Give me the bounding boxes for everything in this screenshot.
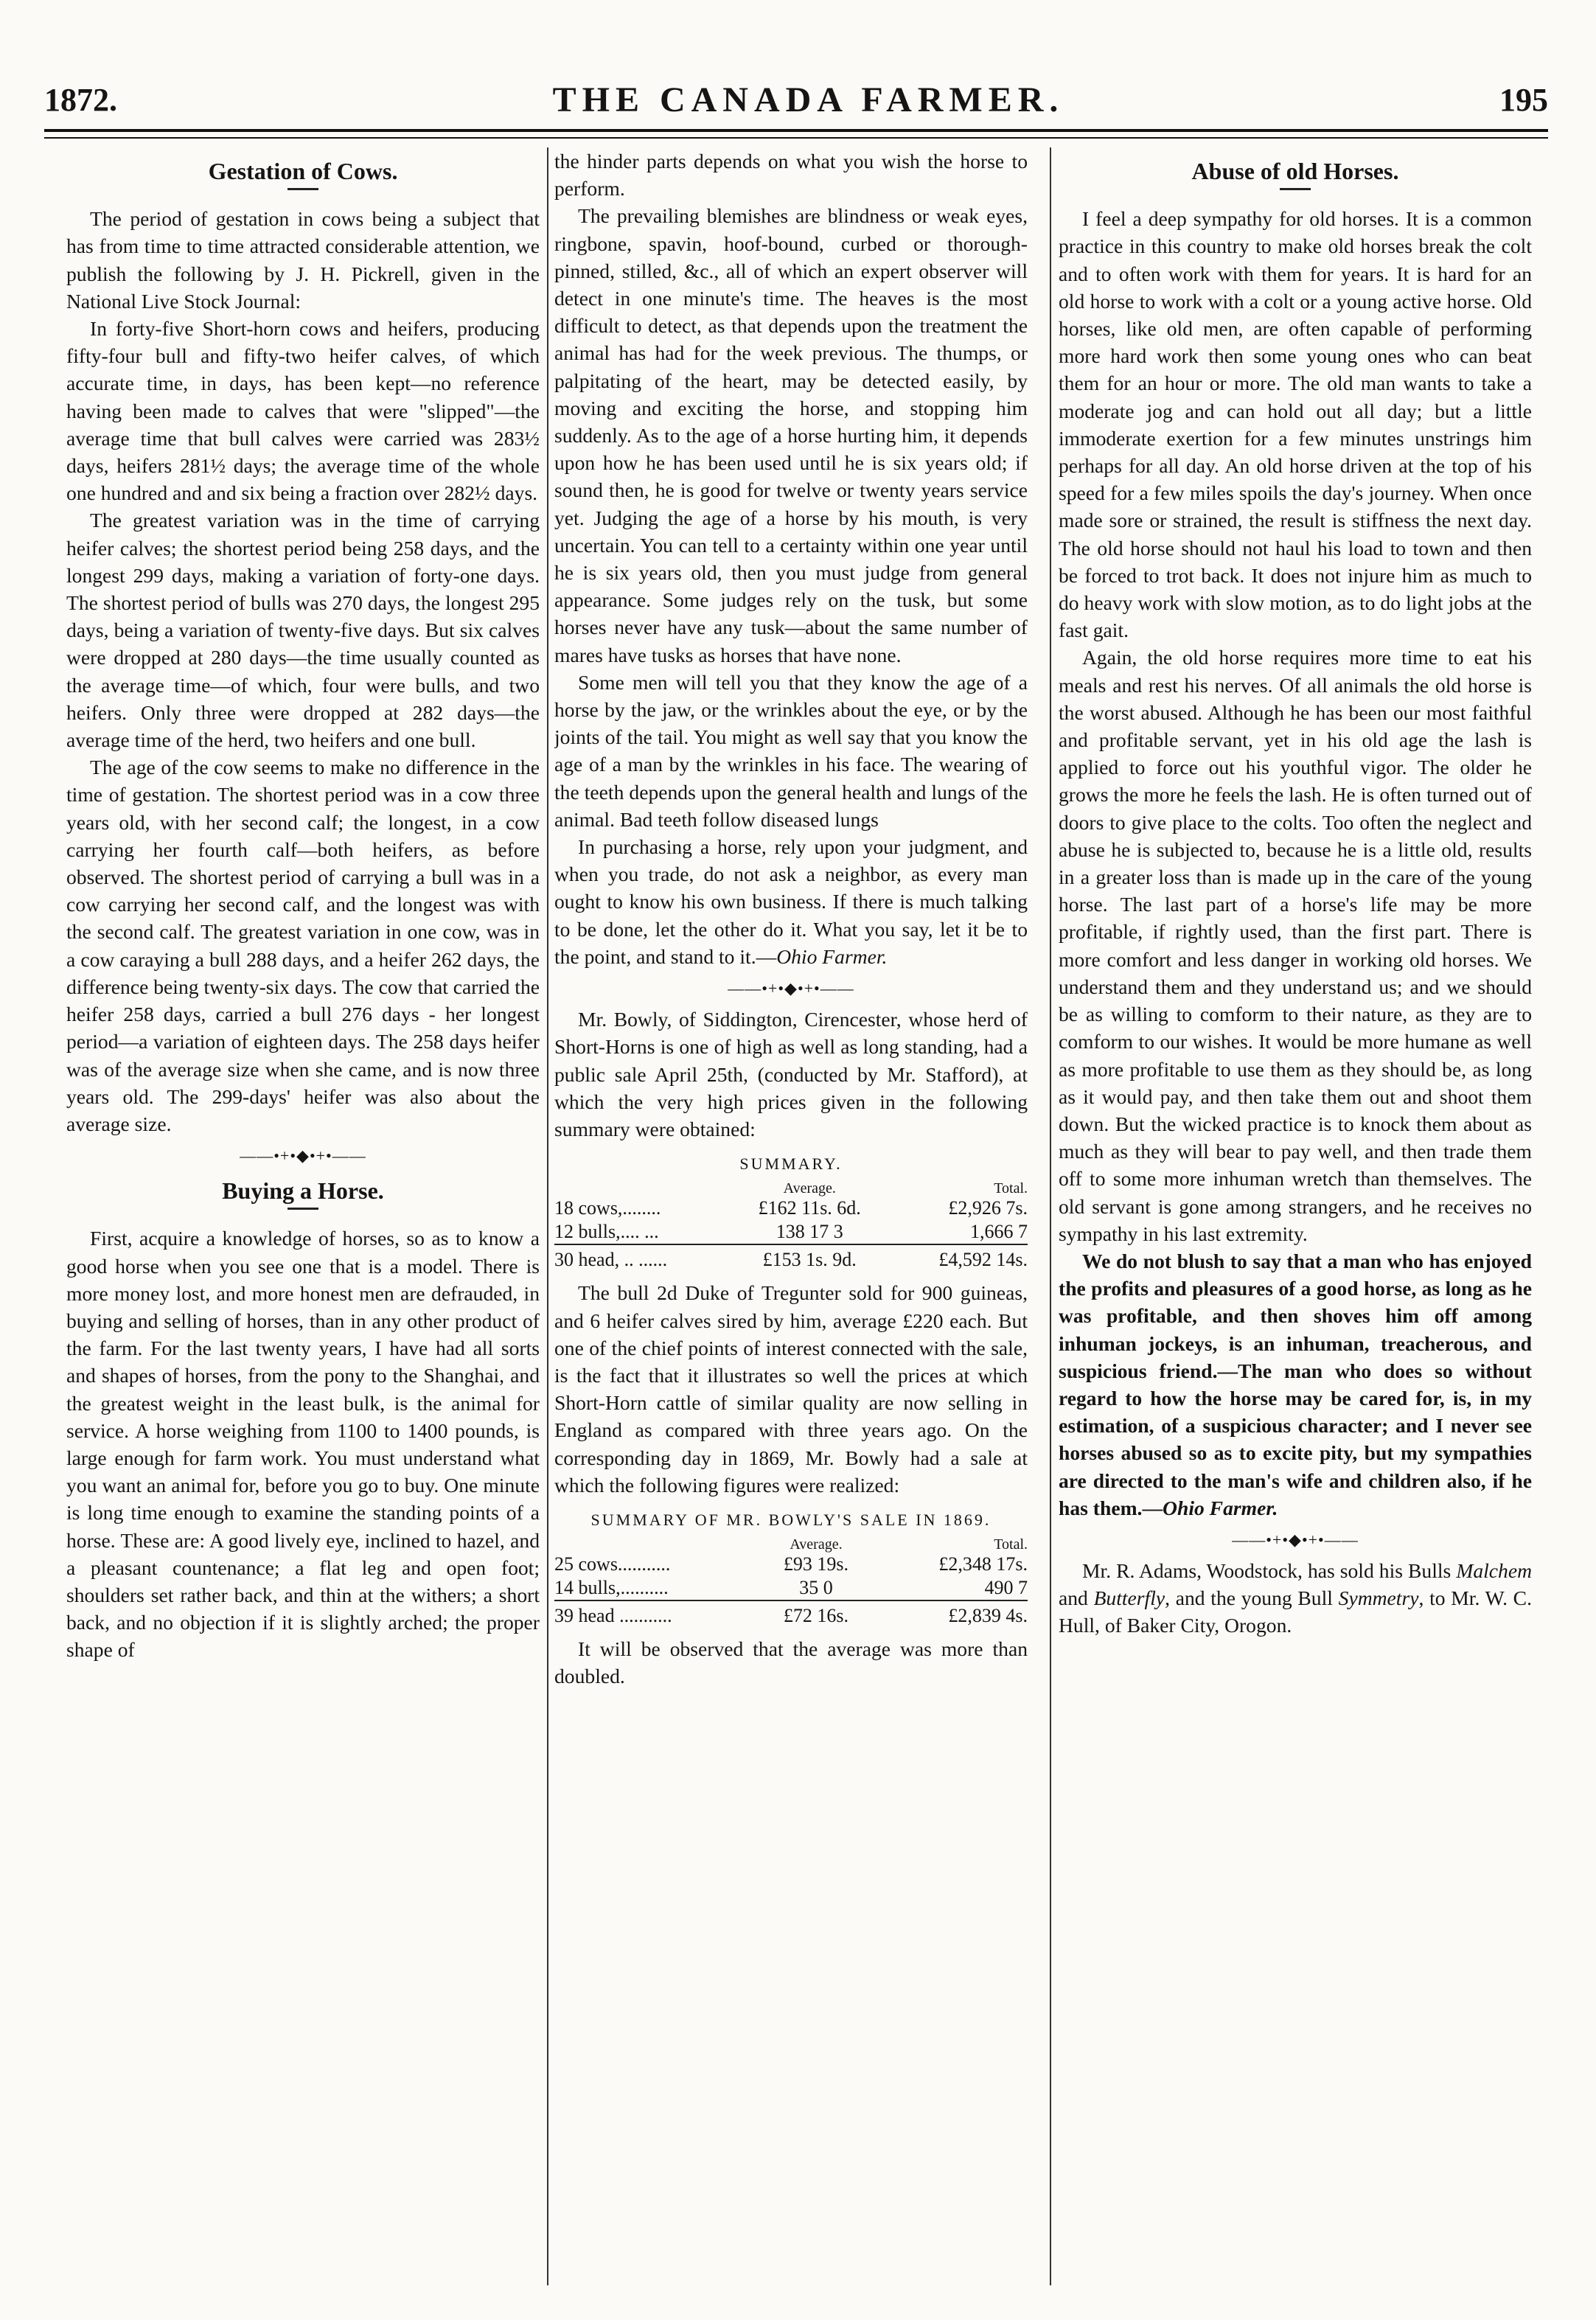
column-2 [554,147,1028,2307]
gestation-paragraph: In forty-five Short-horn cows and heifers, producing fifty-four bull and fifty-two heifer calves, of which accurate time, in days, has been kept—no reference having been made to calves that were "slipped"—the average time that bull calves were carried was 283½ days, heifers 281½ days; the average time of the whole one hundred and and six being a fraction over 282½ days. [66,317,540,505]
masthead [44,74,1548,125]
article-title-abuse-horses: Abuse of old Horses. [1191,158,1399,184]
bull-name: Butterfly [1093,1586,1165,1610]
summary-table-1869 [554,1536,1028,1628]
summary-average: £72 16s. [759,1600,873,1628]
gestation-paragraph: The age of the cow seems to make no difference in the time of gestation. The shortest period was in a cow three years old, with her second calf; the longest, in a cow carrying her fourth calf—both heifers, as before observed. The shortest period of carrying a bull was in a cow carrying her second calf, and the longest was with the second calf. The greatest variation in one cow, was in a cow caraying a bull 288 days, and a heifer 262 days, the difference being twenty-six days. The cow that carried the heifer 258 days, carried a bull 276 days - her longest period—a variation of eighteen days. The 258 days heifer was of the average size when she came, and is now three years old. The 299-days' heifer was also about the average size. [66,756,540,1135]
summary-table-1872 [554,1180,1028,1272]
column-3 [1059,147,1532,2307]
abuse-paragraph: I feel a deep sympathy for old horses. It is a common practice in this country to make old horses break the colt and to often work with them for years. It is hard for an old horse to work with a colt or a young active horse. Old horses, like old men, are often capable of performing more hard work then some young ones who can beat them for an hour or more. The old man wants to take a moderate jog and can hold out all day; but a little immoderate exertion for a few minutes unstrings him perhaps for all day. An old horse driven at the top of his speed for a few miles spoils the day's journey. When once made sore or strained, the result is stiffness the next day. The old horse should not haul his load to town and then be forced to trot back. It does not injure him as much to do heavy work with slow motion, as to do light jobs at the fast gait. [1059,207,1532,642]
summary-total: £2,926 7s. [948,1197,1028,1219]
summary-label: 14 bulls,.......... [554,1577,669,1599]
buying-horse-paragraph: the hinder parts depends on what you wish the horse to perform. [554,150,1028,201]
article-signature: Ohio Farmer. [1163,1496,1278,1519]
column-1 [66,147,540,2307]
column-divider [1050,147,1051,2285]
summary-head-average: Average. [783,1180,836,1197]
summary-label: 12 bulls,.... ... [554,1221,659,1243]
bull-name: Malchem [1456,1558,1532,1582]
summary-average: 138 17 3 [776,1221,843,1243]
summary-total: 1,666 7 [970,1221,1028,1243]
summary-title: SUMMARY OF MR. BOWLY'S SALE IN 1869. [590,1510,992,1529]
article-title-gestation: Gestation of Cows. [208,158,398,184]
bowly-intro: Mr. Bowly, of Siddington, Cirencester, whose herd of Short-Horns is one of high as well as long standing, had a public sale April 25th, (conducted by Mr. Stafford), at which the very high prices given in the following summary were obtained: [554,1008,1028,1140]
adams-text: , and the young Bull [1165,1586,1339,1610]
summary-average: £153 1s. 9d. [730,1244,889,1272]
buying-horse-paragraph: Some men will tell you that they know the age of a horse by the jaw, or the wrinkles about the eye, or by the joints of the tail. You might as well say that you know the age of a man by the wrinkles in his face. The wearing of the teeth depends upon the general health and lungs of the animal. Bad teeth follow diseased lungs [554,670,1028,831]
summary-total-row [554,1244,1028,1272]
summary-average: £93 19s. [783,1553,849,1575]
header-rule-thick [44,129,1548,132]
summary-label: 39 head ........... [554,1600,759,1628]
summary-head-average: Average. [790,1536,843,1553]
newspaper-title: THE CANADA FARMER. [552,80,1064,119]
summary-header-row [554,1180,1028,1196]
buying-horse-paragraph [554,833,1028,970]
summary-row [554,1553,1028,1576]
buying-horse-paragraph: The prevailing blemishes are blindness or weak eyes, ringbone, spavin, hoof-bound, curbed or thorough-pinned, stilled, &c., all of which an expert observer will detect in one minute's time. The heaves is the most difficult to detect, as that depends upon the treatment the animal has had for the week previous. The thumps, or palpitating of the heart, may be detected easily, by moving and exciting the horse, and stopping him suddenly. As to the age of a horse hurting him, it depends upon how he has been used until he is six years old; if sound then, he is good for twelve or twenty years service yet. Judging the age of a horse by his mouth, is very uncertain. You can tell to a certainty within one year until he is six years old, then you must judge from general appearance. Some judges rely on the tusk, but some horses never have any tusk—about the same number of mares have tusks as horses that have none. [554,204,1028,666]
summary-label: 30 head, .. ...... [554,1244,730,1272]
title-dash [288,1208,318,1210]
header-rule-thin [44,137,1548,139]
bull-name: Symmetry [1338,1586,1419,1610]
bowly-middle: The bull 2d Duke of Tregunter sold for 900 guineas, and 6 heifer calves sired by him, average £220 each. But one of the chief points of interest connected with the sale, is the fact that it illustrates so well the prices at which Short-Horn cattle of similar quality are now selling in England as compared with three years ago. On the corresponding day in 1869, Mr. Bowly had a sale at which the following figures were realized: [554,1281,1028,1497]
summary-label: 25 cows........... [554,1553,671,1575]
title-dash [1280,188,1311,190]
bowly-closing: It will be observed that the average was more than doubled. [554,1637,1028,1688]
summary-title: SUMMARY. [739,1154,843,1174]
page-number: 195 [1499,81,1548,118]
summary-total: 490 7 [984,1577,1028,1599]
adams-text: , to Mr. W. C. Hull, of Baker City, Orogon. [1059,1586,1532,1637]
title-dash [288,188,318,190]
adams-text: Mr. R. Adams, Woodstock, has sold his Bulls [1082,1558,1457,1582]
summary-total: £2,348 17s. [938,1553,1028,1575]
buying-horse-paragraph: First, acquire a knowledge of horses, so as to know a good horse when you see one that is a model. There is more money lost, and more honest men are defrauded, in buying and selling of horses, than in any other product of the farm. For the last twenty years, I have had all sorts and shapes of horses, from the pony to the Shanghai, and the greatest weight in the least bulk, is the animal for service. A horse weighing from 1100 to 1400 pounds, is large enough for farm work. You must understand what you want an animal for, before you go to buy. One minute is long time enough to examine the standing points of a horse. These are: A good lively eye, inclined to hazel, and a pleasant countenance; a flat leg and open foot; shoulders set rather back, and thin at the withers; a short back, and no objection if it is slightly arched; the proper shape of [66,1227,540,1662]
section-ornament: ——•+•◆•+•—— [728,979,854,998]
summary-total-row [554,1600,1028,1628]
article-signature: Ohio Farmer. [776,944,888,968]
summary-row [554,1220,1028,1244]
summary-head-total: Total. [994,1180,1028,1197]
summary-average: 35 0 [799,1577,833,1599]
summary-label: 18 cows,........ [554,1197,661,1219]
summary-row [554,1576,1028,1600]
summary-row [554,1196,1028,1220]
section-ornament: ——•+•◆•+•—— [1232,1530,1359,1549]
section-ornament: ——•+•◆•+•—— [240,1146,366,1166]
summary-total: £4,592 14s. [889,1244,1028,1272]
abuse-last-text: We do not blush to say that a man who has enjoyed the profits and pleasures of a good horse, as long as he was profitable, and then shoves him off among inhuman jockeys, is an inhuman, treacherous, and suspicious friend.—The man who does so without regard to how the horse may be cared for, is, in my estimation, of a suspicious character; and I never see horses abused so as to excite pity, but my sympathies are directed to the man's wife and children also, if he has them.— [1059,1249,1532,1519]
buying-horse-last-text: In purchasing a horse, rely upon your judgment, and when you trade, do not ask a neighbor, as every man ought to know his own business. If there is much talking to be done, let the other do it. What you say, let it be to the point, and stand to it.— [554,835,1028,968]
summary-head-total: Total. [994,1536,1028,1553]
article-title-buying-horse: Buying a Horse. [222,1177,384,1205]
abuse-paragraph [1059,1247,1532,1522]
summary-header-row [554,1536,1028,1553]
adams-text: and [1059,1586,1094,1610]
abuse-paragraph: Again, the old horse requires more time to eat his meals and rest his nerves. Of all animals the old horse is the worst abused. Although he has been our most faithful and profitable servant, yet in his old age the lash is applied to force out his youthful vigor. The older he grows the more he feels the lash. He is often turned out of doors to give place to the colts. Too often the neglect and abuse he is subjected to, because he is a little old, results in a greater loss than is made up in the care of the young horse. The last part of a horse's life may be more profitable, if rightly used, than the first part. There is more comfort and less danger in working old horses. We understand them and they understand us; and we should be as willing to comform to their nature, as they are to comform to our wishes. It would be more humane as well as more profitable to use them as they should be, as long as it would pay, and then take them out and shoot them down. But the wicked practice is to knock them about as much as they will bear to pay well, and then trade them off to some more inhuman wretch than themselves. The old servant is gone among strangers, and he receives no sympathy in his last extremity. [1059,646,1532,1245]
summary-total: £2,839 4s. [873,1600,1028,1628]
gestation-paragraph: The greatest variation was in the time of carrying heifer calves; the shortest period being 258 days, and the longest 299 days, making a variation of forty-one days. The shortest period of bulls was 270 days, the longest 295 days, being a variation of twenty-five days. But six calves were dropped at 280 days—the time usually counted as the average time—of which, four were bulls, and two heifers. Only three were dropped at 282 days—the average time of the herd, two heifers and one bull. [66,509,540,752]
adams-notice [1059,1557,1532,1640]
column-divider [547,147,548,2285]
summary-average: £162 11s. 6d. [758,1197,861,1219]
gestation-paragraph: The period of gestation in cows being a subject that has from time to time attracted considerable attention, we publish the following by J. H. Pickrell, given in the National Live Stock Journal: [66,207,540,313]
issue-year: 1872. [44,81,117,118]
